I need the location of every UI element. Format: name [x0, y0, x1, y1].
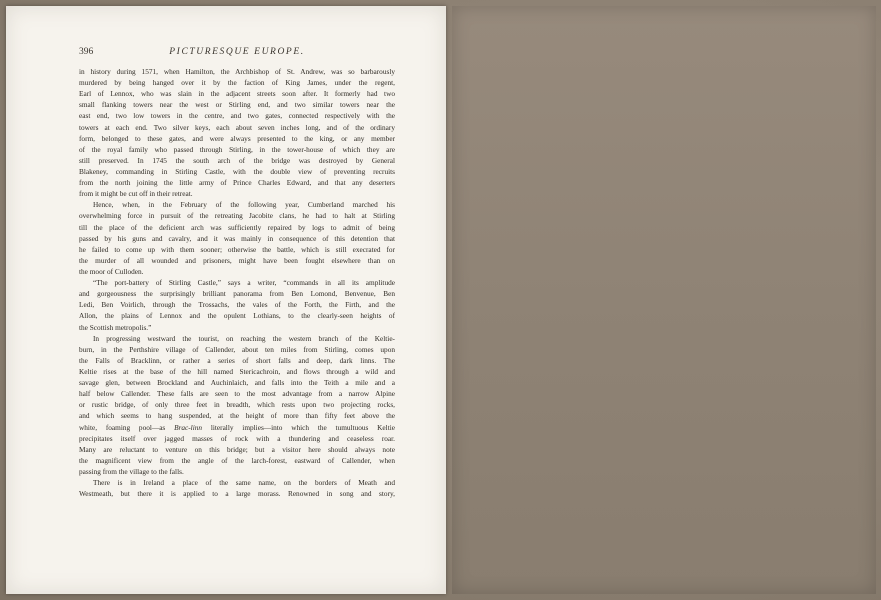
text-line: There is in Ireland a place of the same name, on the borders of Meath and: [93, 478, 395, 488]
page-number: 396: [79, 47, 94, 57]
text-line: savage glen, between Brockland and Auchinlaich, and falls into the Teith a mile and a: [79, 378, 395, 388]
running-head: [79, 47, 395, 61]
text-line: Keltie rises at the base of the hill named Stericachroin, and flows through a wild and: [79, 366, 395, 376]
text-line: Ledi, Ben Voirlich, through the Trossachs, the vales of the Forth, the Firth, and the: [79, 300, 395, 310]
text-line: “The port-battery of Stirling Castle,” says a writer, “commands in all its amplitude: [93, 278, 395, 288]
text-line: In progressing westward the tourist, on reaching the western branch of the Keltie-: [93, 333, 395, 343]
text-line: form, belonged to these gates, and were always presented to the king, or any member: [79, 133, 395, 143]
text-line: the magnificent view from the angle of the larch-forest, eastward of Callender, when: [79, 455, 395, 465]
text-line: the Falls of Bracklinn, or rather a series of short falls and deep, dark linns. The: [79, 355, 395, 365]
text-line: east end, two low towers in the centre, and two gates, connected respectively with the: [79, 111, 395, 121]
text-line: passing from the village to the falls.: [79, 466, 184, 476]
facing-board: [452, 6, 876, 594]
text-segment: white, foaming pool—as: [79, 422, 175, 432]
text-line: till the place of the deficient arch was sufficiently repaired by logs to admit of being: [79, 222, 395, 232]
text-line: from it might be cut off in their retreat.: [79, 189, 193, 199]
text-line: precipitates itself over jagged masses of rock with a thundering and ceaseless roar.: [79, 433, 395, 443]
text-line: overwhelming force in pursuit of the retreating Jacobite clans, he had to halt at Stirling: [79, 211, 395, 221]
text-line: the murder of all wounded and prisoners, might have been fought elsewhere than on: [79, 255, 395, 265]
text-line: Blakeney, commanding in Stirling Castle, with the double view of preventing recruits: [79, 166, 395, 176]
text-line: passed by his guns and cavalry, and it was mainly in consequence of this detention that: [79, 233, 395, 243]
text-line: from the north joining the little army of Prince Charles Edward, and that any deserters: [79, 178, 395, 188]
paragraph-5: [79, 477, 395, 499]
italic-term: Brac-linn: [174, 422, 203, 432]
paragraph-2: [79, 199, 395, 277]
text-line: Westmeath, but there it is applied to a large morass. Renowned in song and story,: [79, 489, 395, 499]
text-line: Earl of Lennox, who was slain in the adjacent streets soon after. It formerly had two: [79, 89, 395, 99]
text-line: the Scottish metropolis.”: [79, 322, 152, 332]
text-line: and gorgeousness the surprisingly brilliant panorama from Ben Lomond, Benvenue, Ben: [79, 289, 395, 299]
text-line: in history during 1571, when Hamilton, the Archbishop of St. Andrew, was so barbarously: [79, 67, 395, 76]
text-line: small flanking towers near the west or Stirling end, and two similar towers near the: [79, 100, 395, 110]
text-line: [79, 422, 395, 433]
text-line: murdered by being hanged over it by the faction of King James, under the regent,: [79, 78, 395, 88]
text-line: Hence, when, in the February of the following year, Cumberland marched his: [93, 200, 395, 210]
text-line: the moor of Culloden.: [79, 266, 144, 276]
text-line: Allon, the plains of Lennox and the opulent Lothians, to the clearly-seen heights of: [79, 311, 395, 321]
text-line: half below Callender. These falls are seen to the most advantage from a narrow Alpine: [79, 389, 395, 399]
text-line: of the royal family who passed through Stirling, in the tower-house of which they are: [79, 144, 395, 154]
text-line: and which seems to hang suspended, at the height of more than fifty feet above the: [79, 411, 395, 421]
text-line: or rustic bridge, of only three feet in breadth, which rests upon two projecting rocks,: [79, 400, 395, 410]
running-title: PICTURESQUE EUROPE.: [169, 47, 305, 57]
paragraph-3: [79, 277, 395, 333]
paragraph-4: [79, 333, 395, 477]
text-line: burn, in the Perthshire village of Callender, about ten miles from Stirling, comes upon: [79, 344, 395, 354]
body-text: [79, 66, 395, 499]
text-segment: literally implies—into which the tumultuous Keltie: [202, 422, 395, 432]
text-line: he failed to come up with them sooner; otherwise the battle, which is still execrated for: [79, 244, 395, 254]
paragraph-1: [79, 66, 395, 199]
text-line: still preserved. In 1745 the south arch of the bridge was destroyed by General: [79, 155, 395, 165]
text-line: Many are reluctant to venture on this bridge; but a visitor here should always note: [79, 444, 395, 454]
text-line: towers at each end. Two silver keys, each about seven inches long, and of the ordinary: [79, 122, 395, 132]
